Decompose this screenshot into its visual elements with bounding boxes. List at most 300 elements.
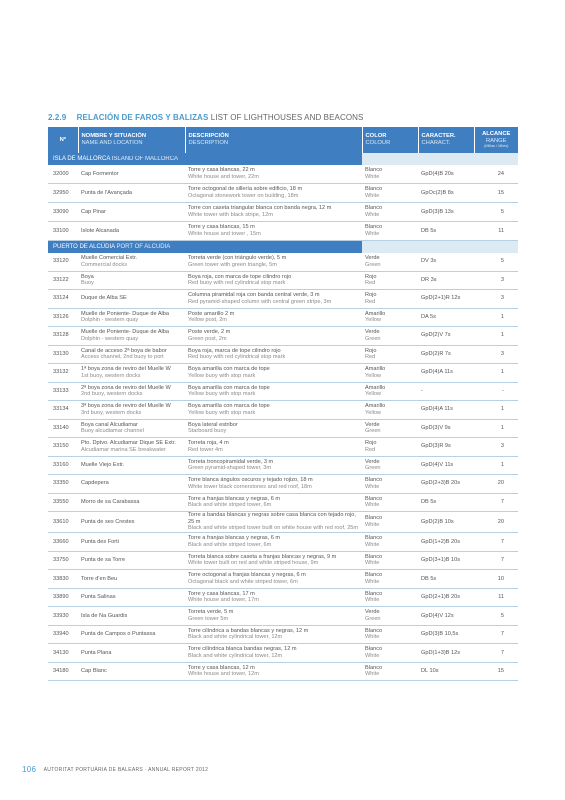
cell-description-en: Black and white striped tower built on white house with red roof, 25m — [188, 525, 359, 532]
table-row — [48, 644, 518, 663]
cell-colour — [362, 271, 418, 290]
cell-description-en: White house and tower , 15m — [188, 231, 261, 237]
cell-colour-es: Rojo — [365, 440, 377, 447]
cell-colour — [362, 625, 418, 644]
table-row — [48, 456, 518, 475]
cell-name — [78, 345, 185, 364]
cell-name-en: Buoy alcudiamar channel — [81, 428, 144, 435]
cell-description-en: Red tower 4m — [188, 446, 223, 453]
table-row — [48, 551, 518, 570]
cell-name-es: 3ª boya zona de reviro del Muelle W — [81, 403, 171, 410]
cell-colour — [362, 588, 418, 607]
cell-description-es: Torre cilíndrica blanca bandas negras, 12 m — [188, 646, 297, 653]
cell-name-es: Cap Formentor — [81, 170, 119, 177]
cell-colour-es: Blanco — [365, 646, 383, 653]
cell-name-es: Boya canal Alcudiamar — [81, 421, 138, 428]
cell-description-en: Yellow post, 2m — [188, 317, 227, 324]
table-row — [48, 493, 518, 512]
header-description-es: DESCRIPCIÓN — [188, 133, 229, 140]
cell-range: 10 — [474, 570, 518, 589]
cell-character: GpD(2)V 7s — [418, 327, 474, 346]
cell-colour-es: Blanco — [365, 553, 383, 560]
cell-character: DR 3s — [418, 271, 474, 290]
cell-colour-es: Verde — [365, 609, 380, 616]
cell-colour-es: Blanco — [365, 515, 383, 522]
header-colour-en: COLOUR — [365, 140, 391, 146]
cell-character: GpD(2)B 10s — [418, 512, 474, 533]
cell-colour-es: Rojo — [365, 347, 377, 354]
cell-colour-en: White — [365, 193, 380, 199]
cell-name-es: Torre d'en Beu — [81, 575, 118, 582]
cell-description-es: Torre y casa blancas, 15 m — [188, 224, 255, 231]
cell-name-es: Punta des Forti — [81, 538, 119, 545]
cell-description-en: Green post, 2m — [188, 335, 227, 342]
table-row — [48, 625, 518, 644]
header-range-es: ALCANCE — [482, 130, 511, 137]
cell-colour — [362, 184, 418, 203]
cell-name — [78, 419, 185, 438]
cell-description — [185, 165, 362, 184]
cell-description-es: Torreta verde, 5 m — [188, 609, 234, 616]
table-row — [48, 203, 518, 222]
cell-range: 24 — [474, 165, 518, 184]
cell-number: 33160 — [48, 456, 78, 475]
cell-character: DA 5s — [418, 308, 474, 327]
cell-number: 33090 — [48, 203, 78, 222]
cell-colour — [362, 551, 418, 570]
cell-colour — [362, 512, 418, 533]
cell-colour — [362, 401, 418, 420]
cell-number: 33750 — [48, 551, 78, 570]
cell-character: GpD(2+1)B 20s — [418, 588, 474, 607]
cell-colour-en: Yellow — [365, 409, 381, 416]
cell-description-en: White house and tower, 12m — [188, 671, 259, 678]
cell-name-en: 3rd buoy, western docks — [81, 409, 142, 416]
cell-range: 7 — [474, 644, 518, 663]
cell-colour-es: Blanco — [365, 535, 383, 542]
cell-name — [78, 625, 185, 644]
cell-colour — [362, 662, 418, 681]
cell-colour-es: Blanco — [365, 495, 383, 502]
cell-colour — [362, 419, 418, 438]
cell-description — [185, 662, 362, 681]
cell-character: GpD(4)B 20s — [418, 165, 474, 184]
group-title — [48, 153, 362, 165]
cell-range: 11 — [474, 222, 518, 241]
cell-name — [78, 493, 185, 512]
cell-name — [78, 456, 185, 475]
cell-name — [78, 308, 185, 327]
cell-number: 34180 — [48, 662, 78, 681]
cell-colour — [362, 533, 418, 552]
cell-name — [78, 607, 185, 626]
cell-name-es: Boya — [81, 273, 94, 280]
cell-colour-en: White — [365, 560, 380, 567]
cell-range: 3 — [474, 290, 518, 309]
cell-description-es: Torre a franjas blancas y negras, 6 m — [188, 535, 281, 542]
cell-name-es: 2ª boya zona de reviro del Muelle W — [81, 384, 171, 391]
cell-name — [78, 271, 185, 290]
cell-description — [185, 222, 362, 241]
group-title-en: ISLAND OF MALLORCA — [111, 156, 179, 162]
cell-colour-es: Blanco — [365, 572, 383, 579]
cell-colour-es: Blanco — [365, 167, 383, 174]
table-row — [48, 475, 518, 494]
cell-colour-en: White — [365, 483, 380, 490]
header-character-en: CHARACT. — [421, 140, 451, 146]
cell-colour-es: Blanco — [365, 224, 383, 231]
cell-number: 33132 — [48, 364, 78, 383]
cell-range: 20 — [474, 475, 518, 494]
group-title-es: ISLA DE MALLORCA — [53, 156, 111, 162]
cell-description — [185, 644, 362, 663]
cell-name-en: Alcudiamar marina SE breakwater — [81, 446, 166, 453]
table-row — [48, 327, 518, 346]
cell-character: GpD(3+1)B 10s — [418, 551, 474, 570]
cell-colour-en: White — [365, 522, 380, 529]
cell-range: 7 — [474, 493, 518, 512]
cell-colour-es: Blanco — [365, 627, 383, 634]
cell-colour-es: Verde — [365, 329, 380, 336]
cell-colour-en: Green — [365, 615, 381, 622]
cell-number: 33830 — [48, 570, 78, 589]
header-character-es: CARACTER. — [421, 133, 456, 140]
cell-range: 5 — [474, 203, 518, 222]
cell-number: 33660 — [48, 533, 78, 552]
cell-colour-es: Rojo — [365, 273, 377, 280]
cell-name — [78, 222, 185, 241]
cell-colour-es: Rojo — [365, 292, 377, 299]
cell-number: 33128 — [48, 327, 78, 346]
cell-colour — [362, 493, 418, 512]
cell-character: GpD(2)R 7s — [418, 345, 474, 364]
cell-colour-es: Amarillo — [365, 310, 386, 317]
cell-name — [78, 570, 185, 589]
cell-description — [185, 401, 362, 420]
cell-name-es: Muelle de Poniente- Duque de Alba — [81, 329, 170, 336]
cell-description — [185, 419, 362, 438]
table-row — [48, 271, 518, 290]
cell-colour — [362, 165, 418, 184]
cell-colour — [362, 438, 418, 457]
cell-range: - — [474, 382, 518, 401]
cell-range: 3 — [474, 271, 518, 290]
cell-character: - — [418, 382, 474, 401]
cell-name — [78, 364, 185, 383]
cell-description-en: White tower built on red and white striped house, 9m — [188, 560, 319, 567]
group-title — [48, 241, 362, 254]
header-range-units: (Millas / Miles) — [484, 144, 509, 149]
cell-colour — [362, 475, 418, 494]
header-colour-es: COLOR — [365, 133, 387, 140]
header-description — [185, 127, 362, 153]
cell-description-es: Torreta verde (con triángulo verde), 5 m — [188, 255, 287, 262]
cell-description — [185, 607, 362, 626]
cell-description — [185, 253, 362, 271]
table-row — [48, 662, 518, 681]
table-row — [48, 253, 518, 271]
table-row — [48, 222, 518, 241]
cell-name — [78, 290, 185, 309]
cell-colour-en: Green — [365, 261, 381, 268]
cell-range: 3 — [474, 345, 518, 364]
footer-text: AUTORITAT PORTUÀRIA DE BALEARS · ANNUAL REPORT 2012 — [43, 767, 209, 773]
cell-name — [78, 475, 185, 494]
cell-description-es: Boya lateral estribor — [188, 421, 238, 428]
page-footer — [22, 765, 208, 774]
cell-description-es: Boya roja, marca de tope cilindro rojo — [188, 347, 281, 354]
cell-colour-es: Verde — [365, 458, 380, 465]
cell-description-en: Black and white striped tower, 6m — [188, 541, 272, 548]
cell-name — [78, 203, 185, 222]
cell-description-es: Boya amarilla con marca de tope — [188, 384, 270, 391]
cell-range: 1 — [474, 327, 518, 346]
cell-description-en: Red buoy with red cylindrical stop mark — [188, 280, 286, 287]
cell-description — [185, 512, 362, 533]
group-title-es: PUERTO DE ALCÚDIA — [53, 244, 115, 250]
cell-description-es: Torre blanca ángulos oscuros y tejado rojizo, 18 m — [188, 477, 313, 484]
cell-name-es: Cap Blanc — [81, 668, 107, 674]
cell-description — [185, 364, 362, 383]
table-row — [48, 345, 518, 364]
table-row — [48, 533, 518, 552]
cell-range: 11 — [474, 588, 518, 607]
cell-description — [185, 203, 362, 222]
cell-name-en: 1st buoy, western docks — [81, 372, 141, 379]
cell-colour-en: White — [365, 652, 380, 659]
cell-number: 32950 — [48, 184, 78, 203]
cell-description — [185, 438, 362, 457]
cell-colour-en: Green — [365, 465, 381, 472]
cell-description-en: White tower with black stripe, 12m — [188, 212, 273, 218]
cell-name-en: Commercial docks — [81, 261, 128, 268]
group-title-en: PORT OF ALCÚDIA — [116, 244, 171, 250]
cell-name — [78, 588, 185, 607]
cell-name — [78, 438, 185, 457]
cell-description-es: Torre a franjas blancas y negras, 6 m — [188, 495, 281, 502]
cell-description-es: Boya amarilla con marca de tope — [188, 403, 270, 410]
cell-name — [78, 184, 185, 203]
cell-character: GpD(3)B 10,5s — [418, 625, 474, 644]
cell-range: 5 — [474, 253, 518, 271]
cell-description-en: Yellow buoy with stop mark — [188, 409, 256, 416]
cell-description-es: Torre y casa blancas, 12 m — [188, 664, 255, 671]
cell-name-es: Punta Plana — [81, 649, 112, 656]
cell-description — [185, 290, 362, 309]
cell-description — [185, 570, 362, 589]
section-number: 2.2.9 — [48, 113, 67, 122]
cell-range: 1 — [474, 364, 518, 383]
cell-character: GpD(4)V 11s — [418, 456, 474, 475]
cell-colour — [362, 290, 418, 309]
cell-colour — [362, 222, 418, 241]
cell-character: GpD(1+3)B 12s — [418, 644, 474, 663]
header-colour — [362, 127, 418, 153]
cell-colour-en: Yellow — [365, 317, 381, 324]
table-row — [48, 438, 518, 457]
cell-character: DL 10s — [418, 662, 474, 681]
group-header-fill — [362, 241, 518, 254]
cell-range: 5 — [474, 607, 518, 626]
cell-description-es: Boya amarilla con marca de tope — [188, 366, 270, 373]
cell-colour-en: Red — [365, 298, 376, 305]
cell-name — [78, 327, 185, 346]
cell-description-en: Yellow buoy with stop mark — [188, 372, 256, 379]
cell-name-en: Dolphin - western quay — [81, 317, 139, 324]
cell-name-es: Punta de sa Torre — [81, 557, 126, 563]
cell-name-es: Punta Salinas — [81, 594, 116, 600]
cell-range: 1 — [474, 308, 518, 327]
cell-colour — [362, 364, 418, 383]
table-row — [48, 290, 518, 309]
cell-colour-en: Red — [365, 280, 376, 287]
cell-description-en: Octagonal stonework tower on building, 18m — [188, 193, 299, 199]
cell-name — [78, 401, 185, 420]
cell-description — [185, 327, 362, 346]
cell-range: 1 — [474, 401, 518, 420]
cell-number: 33550 — [48, 493, 78, 512]
group-mallorca — [48, 153, 518, 241]
cell-description — [185, 271, 362, 290]
cell-colour-en: White — [365, 578, 380, 585]
cell-colour-en: White — [365, 174, 380, 180]
group-header — [48, 241, 518, 254]
cell-description — [185, 533, 362, 552]
cell-description-en: Yellow buoy with stop mark — [188, 391, 256, 398]
cell-colour-en: White — [365, 502, 380, 509]
cell-description — [185, 345, 362, 364]
cell-description — [185, 551, 362, 570]
cell-name-en: Access channel, 2nd buoy to port — [81, 354, 164, 361]
cell-description-es: Poste verde, 2 m — [188, 329, 231, 336]
cell-description — [185, 382, 362, 401]
cell-character: GpD(3)B 13s — [418, 203, 474, 222]
cell-name — [78, 662, 185, 681]
cell-description — [185, 588, 362, 607]
cell-description-es: Columna piramidal roja con banda central verde, 3 m — [188, 292, 320, 299]
cell-description-es: Torreta blanca sobre caseta a franjas blancas y negras, 9 m — [188, 553, 337, 560]
cell-description-en: Black and white cylindrical tower, 12m — [188, 652, 283, 659]
cell-description-es: Boya roja, con marca de tope cilindro rojo — [188, 273, 292, 280]
cell-description-en: Red pyramid-shaped column with central green stripe, 3m — [188, 298, 332, 305]
cell-name-en: Dolphin - western quay — [81, 335, 139, 342]
cell-description-es: Poste amarillo 2 m — [188, 310, 235, 317]
cell-name — [78, 382, 185, 401]
cell-description — [185, 493, 362, 512]
cell-colour-en: Yellow — [365, 372, 381, 379]
cell-description-es: Torre y casa blancas, 17 m — [188, 590, 255, 597]
cell-description — [185, 184, 362, 203]
cell-colour — [362, 382, 418, 401]
cell-number: 34130 — [48, 644, 78, 663]
section-title-es: RELACIÓN DE FAROS Y BALIZAS — [76, 113, 209, 122]
cell-number: 33130 — [48, 345, 78, 364]
table-row — [48, 512, 518, 533]
cell-name-es: Cap Pinar — [81, 208, 106, 215]
cell-colour — [362, 345, 418, 364]
cell-range: 7 — [474, 625, 518, 644]
cell-name-es: Punta de l'Avançada — [81, 189, 133, 196]
cell-character: GpD(3)R 9s — [418, 438, 474, 457]
cell-name-es: Muelle Comercial Extr. — [81, 255, 137, 262]
cell-number: 33150 — [48, 438, 78, 457]
cell-colour-en: White — [365, 541, 380, 548]
cell-description-en: Red buoy with red cylindrical stop mark — [188, 354, 286, 361]
cell-range: 7 — [474, 533, 518, 552]
cell-description-es: Torre y casa blancas, 22 m — [188, 167, 255, 174]
cell-colour-en: White — [365, 597, 380, 604]
cell-range: 15 — [474, 662, 518, 681]
cell-description — [185, 475, 362, 494]
cell-name-en: 2nd buoy, western docks — [81, 391, 143, 398]
cell-name-es: Punta de ses Crestes — [81, 518, 135, 525]
cell-range: 1 — [474, 456, 518, 475]
cell-number: 33133 — [48, 382, 78, 401]
cell-description-es: Torre a bandas blancas y negras sobre casa blanca con tejado rojo, 25 m — [188, 512, 356, 525]
cell-description-en: White house and tower, 22m — [188, 174, 259, 180]
cell-name — [78, 165, 185, 184]
section-title-en: LIST OF LIGHTHOUSES AND BEACONS — [210, 113, 364, 122]
cell-range: 20 — [474, 512, 518, 533]
table-row — [48, 588, 518, 607]
cell-name — [78, 533, 185, 552]
cell-description-en: Green pyramid-shaped tower, 3m — [188, 465, 272, 472]
cell-character: DB 5s — [418, 570, 474, 589]
cell-description-es: Torre cilíndrica a bandas blancas y negras, 12 m — [188, 627, 309, 634]
cell-colour-es: Verde — [365, 421, 380, 428]
cell-colour-es: Blanco — [365, 186, 383, 193]
table-row — [48, 401, 518, 420]
cell-character: DB 5s — [418, 493, 474, 512]
cell-description — [185, 456, 362, 475]
cell-number: 33120 — [48, 253, 78, 271]
cell-description-es: Torre octogonal a franjas blancas y negras, 6 m — [188, 572, 306, 579]
cell-name-es: Muelle de Poniente- Duque de Alba — [81, 310, 170, 317]
header-name-en: NAME AND LOCATION — [81, 140, 143, 146]
cell-name-es: Isla de Na Guardis — [81, 612, 128, 619]
cell-range: 3 — [474, 438, 518, 457]
cell-description-en: Black and white striped tower, 6m — [188, 502, 272, 509]
cell-description-es: Torreta troncopiramidal verde, 3 m — [188, 458, 274, 465]
table-row — [48, 382, 518, 401]
cell-number: 33930 — [48, 607, 78, 626]
cell-description-en: Black and white cylindrical tower, 12m — [188, 634, 283, 641]
cell-range: 1 — [474, 419, 518, 438]
header-character — [418, 127, 474, 153]
cell-name-es: Pto. Dptvo. Alcudiamar Dique SE Extr. — [81, 440, 176, 447]
cell-colour — [362, 570, 418, 589]
cell-range: 15 — [474, 184, 518, 203]
cell-colour — [362, 607, 418, 626]
cell-number: 33350 — [48, 475, 78, 494]
cell-number: 33940 — [48, 625, 78, 644]
cell-colour-es: Verde — [365, 255, 380, 262]
cell-colour — [362, 327, 418, 346]
group-header — [48, 153, 518, 165]
cell-name — [78, 551, 185, 570]
cell-number: 33100 — [48, 222, 78, 241]
cell-colour — [362, 203, 418, 222]
cell-colour-en: Green — [365, 428, 381, 435]
cell-description-es: Torreta roja, 4 m — [188, 440, 229, 447]
header-number: Nº — [48, 127, 78, 153]
cell-character: GpD(4)A 11s — [418, 401, 474, 420]
cell-name-es: Muelle Viejo Extr. — [81, 461, 125, 468]
cell-number: 33124 — [48, 290, 78, 309]
cell-number: 33122 — [48, 271, 78, 290]
cell-character: GpOc(2)B 8s — [418, 184, 474, 203]
header-name-es: NOMBRE Y SITUACIÓN — [81, 133, 147, 140]
